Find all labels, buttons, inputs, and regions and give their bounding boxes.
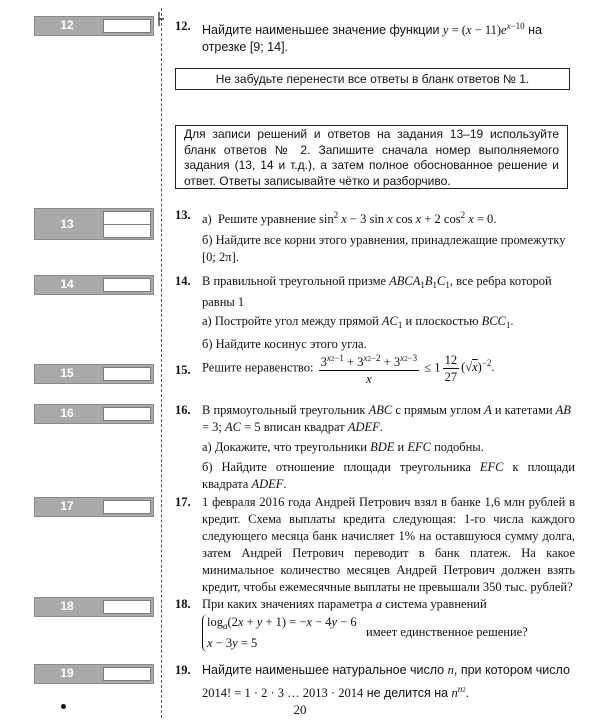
- task-text: имеет единственное решение?: [366, 624, 528, 639]
- task-17: [175, 494, 575, 596]
- answer-cell: [103, 667, 151, 681]
- task-text: Решите неравенство:: [202, 360, 314, 375]
- task-14: [175, 273, 575, 353]
- task-text: Найдите наименьшее значение функции: [202, 23, 440, 37]
- label-number: 12: [60, 18, 74, 32]
- answer-label-13: [34, 208, 154, 240]
- task-12: [175, 18, 575, 56]
- task-13: [175, 207, 575, 266]
- task-16: 16. В прямоугольный треугольник ABC с прямым углом A и катетами AB = 3; AC = 5 вписан квадрат ADEF. а) Докажите, что треугольники BDE и EFC подобны. б) Найдите отношение площади треугольника EFC к площади квадрата ADEF.: [175, 403, 575, 491]
- answer-label-19: [34, 664, 154, 684]
- formula: $(√x)^{-2}$.: [461, 358, 495, 375]
- margin-dashed-line: [161, 8, 162, 718]
- formula: $BCC_1$.: [481, 314, 514, 330]
- task-text: При каких значениях параметра: [202, 597, 373, 611]
- task-text: и катетами: [494, 403, 553, 417]
- fraction: $\frac{3^{x2-1} + 3^{x2-2} + 3^{x2-3}}{x}$: [319, 350, 420, 387]
- formula: AB = 3; AC = 5: [202, 403, 571, 434]
- task-text: система уравнений: [385, 597, 487, 611]
- answer-cell: [103, 278, 151, 292]
- answer-cell: [103, 367, 151, 381]
- formula: $\sin^2 x - 3$ sin x cos x + 2 $\cos^2 x = 0$.: [319, 210, 497, 226]
- task-18: [175, 596, 575, 652]
- label-number: 18: [60, 599, 74, 613]
- answer-cell: [103, 211, 151, 225]
- label-number: 17: [60, 499, 74, 513]
- reminder-text: Не забудьте перенести все ответы в бланк ответов № 1.: [215, 72, 530, 86]
- formula: ≤ 1: [424, 360, 441, 375]
- formula: EFC: [479, 460, 504, 474]
- task-text: и плоскостью: [405, 314, 479, 328]
- task-number: 16.: [175, 403, 191, 417]
- formula: $AC_1$: [381, 314, 403, 330]
- formula: 2014! = 1 · 2 · 3 … 2013 · 2014: [202, 686, 364, 700]
- answer-cell: [103, 600, 151, 614]
- task-text: не делится на: [366, 686, 449, 700]
- part-b-text: б) Найдите косинус этого угла.: [202, 337, 367, 351]
- task-text: , все ребра которой равны 1: [202, 274, 552, 309]
- corner-mark: [158, 12, 165, 26]
- part-a-marker: а): [202, 212, 212, 226]
- formula: $y = (x - 11)e^{x-10}$: [442, 21, 525, 37]
- task-number: 14.: [175, 274, 191, 288]
- formula: A: [484, 403, 492, 417]
- equation-system: $\log_a(2x + y + 1) = -x - 4y - 6$ x − 3y = 5: [202, 614, 357, 652]
- formula: ABC: [368, 403, 393, 417]
- answer-cell: [103, 19, 151, 33]
- formula: ADEF: [251, 477, 284, 491]
- fraction: $\frac{12}{27}$: [444, 353, 458, 384]
- part-b-text: б) Найдите отношение площади треугольника: [202, 460, 471, 474]
- task-text: к площади квадрата: [202, 460, 575, 491]
- interval: [0; 2π].: [202, 250, 239, 264]
- label-number: 15: [60, 366, 74, 380]
- task-text: В прямоугольный треугольник: [202, 403, 366, 417]
- task-15: [175, 350, 575, 387]
- task-text: на отрезке: [202, 23, 542, 54]
- task-text: В правильной треугольной призме: [202, 274, 387, 288]
- formula: n: [447, 663, 454, 677]
- answer-label-12: [34, 16, 154, 36]
- answer-label-16: [34, 404, 154, 424]
- task-text: Найдите наименьшее натуральное число: [202, 663, 445, 677]
- answer-cell: [103, 407, 151, 421]
- task-number: 13.: [175, 208, 191, 222]
- answer-cell: [103, 224, 151, 238]
- formula: a: [375, 597, 382, 611]
- answer-label-14: [34, 275, 154, 295]
- part-a-text: а) Докажите, что треугольники: [202, 440, 367, 454]
- instructions-text: Для записи решений и ответов на задания 13–19 используйте бланк ответов № 2. Запишите сначала номер выполняемого задания (13, 14 и т.д.), а затем полное обоснованное решение и ответ. Ответы записывайте чётко и разборчиво.: [184, 127, 559, 188]
- task-number: 12.: [175, 19, 191, 33]
- answer-label-18: [34, 597, 154, 617]
- interval: [9; 14].: [249, 40, 289, 54]
- task-number: 15.: [175, 363, 191, 377]
- part-a-text: а) Постройте угол между прямой: [202, 314, 379, 328]
- formula: EFC: [407, 440, 431, 454]
- label-number: 13: [60, 217, 74, 231]
- task-text: Решите уравнение: [217, 212, 316, 226]
- reminder-box: [175, 68, 570, 90]
- label-number: 16: [60, 406, 74, 420]
- answer-label-17: [34, 497, 154, 517]
- task-19: [175, 662, 575, 702]
- task-text: 1 февраля 2016 года Андрей Петрович взял в банке 1,6 млн рублей в кредит. Схема выплаты кредита следующая: 1-го числа каждого следующего месяца банк начисляет 1% на оставшуюся сумму долга, затем Андрей Петрович переводит в банк платеж. На какое минимальное количество месяцев Андрей Петрович должен взять кредит, чтобы ежемесячные выплаты не превышали 350 тыс. рублей?: [202, 495, 575, 594]
- label-number: 14: [60, 277, 74, 291]
- task-text: подобны.: [434, 440, 484, 454]
- formula: ADEF: [347, 420, 380, 434]
- task-text: , при котором число: [453, 663, 570, 677]
- task-text: с прямым углом: [395, 403, 481, 417]
- page-number: 20: [293, 702, 307, 717]
- task-text: и: [397, 440, 405, 454]
- task-number: 17.: [175, 495, 191, 509]
- formula: $ABCA_1B_1C_1$: [389, 274, 450, 290]
- task-number: 18.: [175, 597, 191, 611]
- task-number: 19.: [175, 663, 191, 677]
- answer-cell: [103, 500, 151, 514]
- instructions-box: [175, 125, 568, 189]
- task-text: вписан квадрат: [263, 420, 345, 434]
- answer-label-15: [34, 364, 154, 384]
- label-number: 19: [60, 666, 74, 680]
- formula: BDE: [370, 440, 395, 454]
- part-b-text: б) Найдите все корни этого уравнения, принадлежащие промежутку: [202, 233, 566, 247]
- formula: $n^{n2}$.: [451, 684, 469, 700]
